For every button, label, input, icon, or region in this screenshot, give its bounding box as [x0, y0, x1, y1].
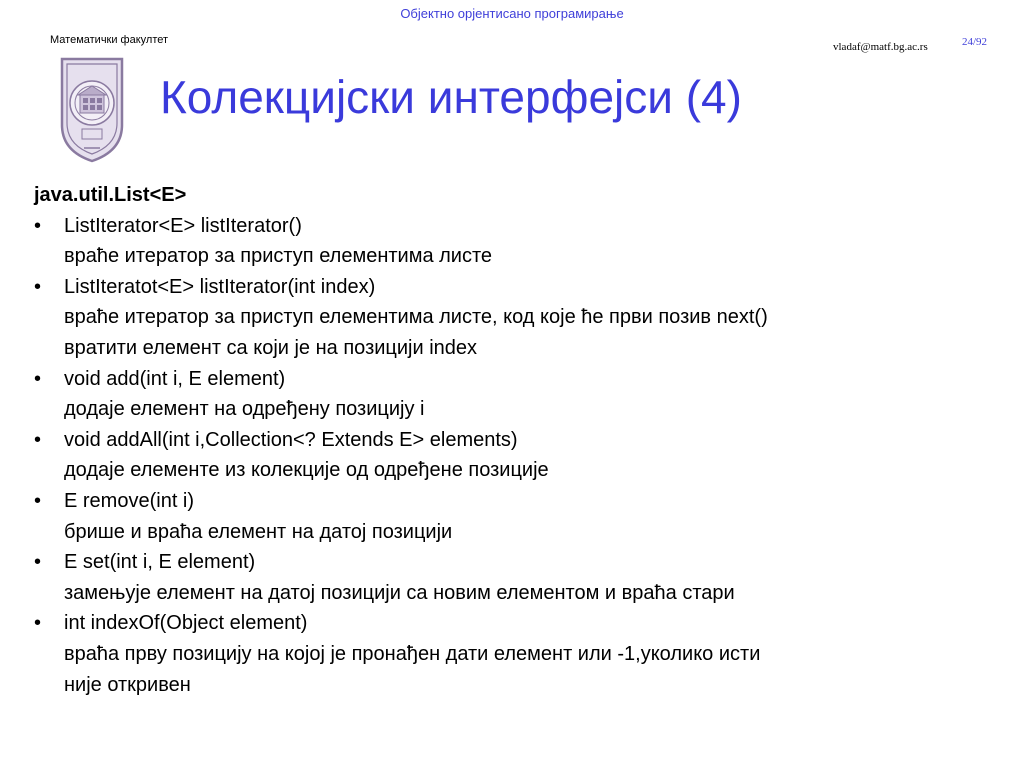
- slide-title: Колекцијски интерфејси (4): [160, 71, 742, 123]
- method-description-continued: није откривен: [64, 673, 191, 696]
- list-item: [34, 486, 994, 517]
- method-description: додаје елементе из колекције од одређене позиције: [64, 459, 549, 482]
- bullet-icon: •: [34, 551, 42, 574]
- faculty-name: Математички факултет: [50, 34, 169, 46]
- list-item: [34, 211, 994, 242]
- faculty-seal-logo: [58, 55, 126, 163]
- bullet-icon: •: [34, 612, 42, 635]
- method-description: додаје елемент на одређену позицију i: [64, 398, 425, 421]
- bullet-icon: •: [34, 275, 42, 298]
- list-item: [34, 547, 994, 578]
- list-item: [34, 364, 994, 395]
- slide-content: [34, 180, 994, 700]
- method-signature: void addAll(int i,Collection<? Extends E> elements): [64, 428, 518, 451]
- bullet-icon: •: [34, 214, 42, 237]
- method-signature: E remove(int i): [64, 489, 195, 512]
- list-item: [34, 272, 994, 303]
- method-description: враћа прву позицију на којој је пронађен дати елемент или -1,уколико исти: [64, 642, 761, 665]
- method-signature: void add(int i, E element): [64, 367, 286, 390]
- bullet-icon: •: [34, 489, 42, 512]
- method-signature: ListIteratot<E> listIterator(int index): [64, 275, 376, 298]
- method-description: враће итератор за приступ елементима листе, код које ће први позив next(): [64, 306, 768, 329]
- method-description: замењује елемент на датој позицији са новим елементом и враћа стари: [64, 581, 735, 604]
- page-number: 24/92: [962, 36, 988, 48]
- interface-heading: java.util.List<E>: [34, 184, 187, 206]
- method-signature: int indexOf(Object element): [64, 612, 308, 635]
- method-description: враће итератор за приступ елементима листе: [64, 245, 493, 268]
- bullet-icon: •: [34, 367, 42, 390]
- bullet-icon: •: [34, 428, 42, 451]
- method-description-continued: вратити елемент са који је на позицији index: [64, 336, 478, 359]
- author-email: vladaf@matf.bg.ac.rs: [833, 41, 928, 53]
- method-description: брише и враћа елемент на датој позицији: [64, 520, 453, 543]
- course-title: Објектно орјентисано програмирање: [400, 6, 624, 21]
- list-item: [34, 608, 994, 639]
- list-item: [34, 425, 994, 456]
- method-signature: E set(int i, E element): [64, 551, 256, 574]
- method-signature: ListIterator<E> listIterator(): [64, 214, 302, 237]
